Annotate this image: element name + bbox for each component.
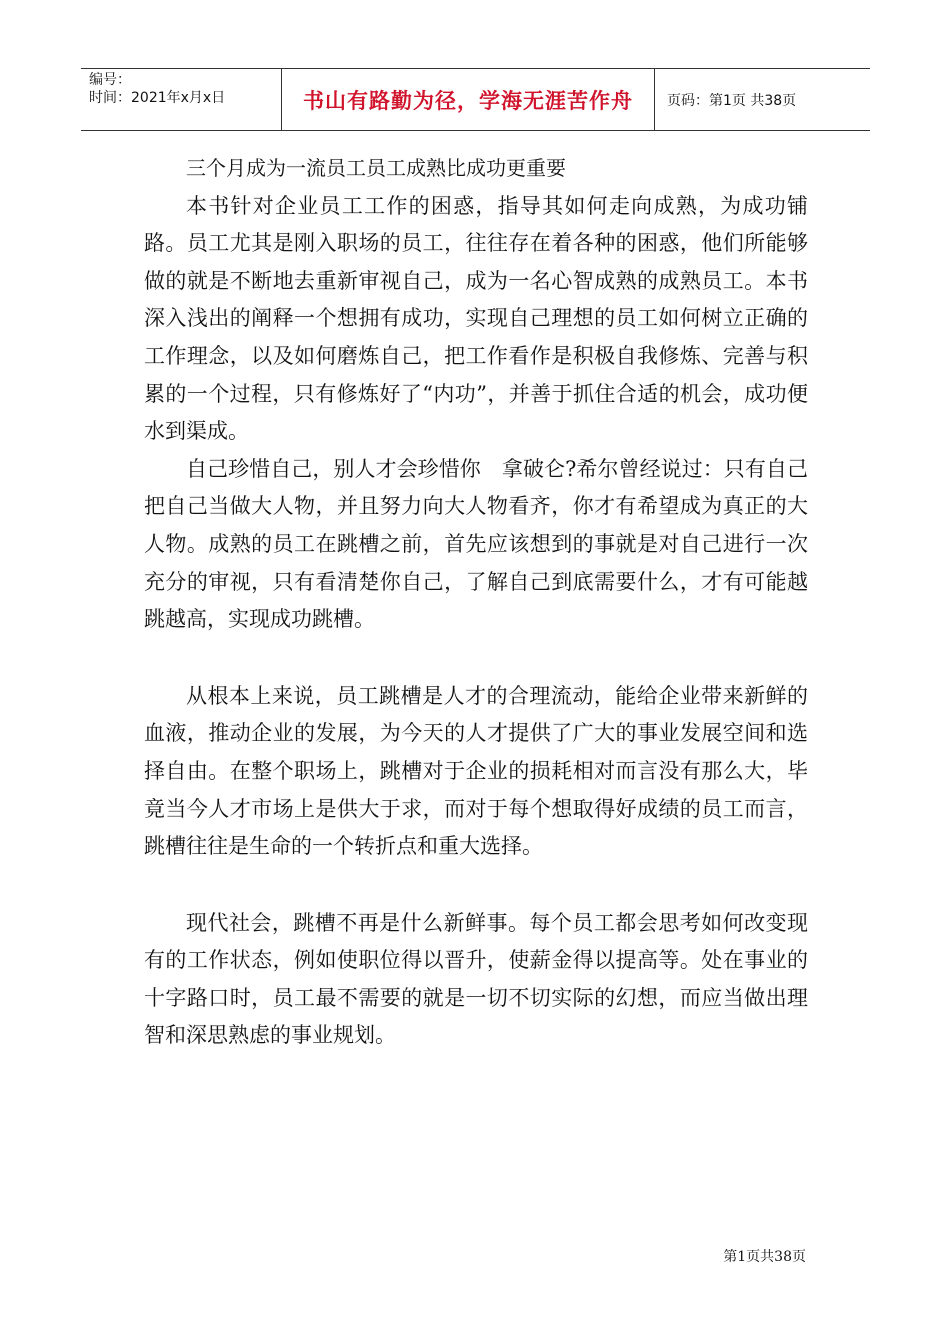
paragraph-1: 本书针对企业员工工作的困惑，指导其如何走向成熟，为成功铺路。员工尤其是刚入职场的员工，往往存在着各种的困惑，他们所能够做的就是不断地去重新审视自己，成为一名心智成熟的成熟员工。本书深入浅出的阐释一个想拥有成功，实现自己理想的员工如何树立正确的工作理念，以及如何磨炼自己，把工作看作是积极自我修炼、完善与积累的一个过程，只有修炼好了“内功”，并善于抓住合适的机会，成功便水到渠成。	[144, 193, 808, 444]
paragraph-2: 自己珍惜自己，别人才会珍惜你 拿破仑?希尔曾经说过：只有自己把自己当做大人物，并且努力向大人物看齐，你才有希望成为真正的大人物。成熟的员工在跳槽之前，首先应该想到的事就是对自己进行一次充分的审视，只有看清楚你自己，了解自己到底需要什么，才有可能越跳越高，实现成功跳槽。	[144, 456, 808, 632]
header-motto-cell	[282, 69, 655, 130]
document-body	[144, 150, 808, 1055]
document-title: 三个月成为一流员工员工成熟比成功更重要	[186, 156, 566, 180]
header-meta-cell	[81, 69, 282, 130]
paragraph-spacer	[144, 639, 808, 678]
paragraph-3: 从根本上来说，员工跳槽是人才的合理流动，能给企业带来新鲜的血液，推动企业的发展，为今天的人才提供了广大的事业发展空间和选择自由。在整个职场上，跳槽对于企业的损耗相对而言没有那么大，毕竟当今人才市场上是供大于求，而对于每个想取得好成绩的员工而言，跳槽往往是生命的一个转折点和重大选择。	[144, 683, 808, 859]
header-page-cell	[655, 69, 870, 130]
header-page-info: 页码：第1页 共38页	[667, 92, 797, 109]
header-motto: 书山有路勤为径，学海无涯苦作舟	[303, 88, 633, 113]
page-footer: 第1页共38页	[723, 1249, 806, 1265]
paragraph-4: 现代社会，跳槽不再是什么新鲜事。每个员工都会思考如何改变现有的工作状态，例如使职位得以晋升，使薪金得以提高等。处在事业的十字路口时，员工最不需要的就是一切不切实际的幻想，而应当做出理智和深思熟虑的事业规划。	[144, 910, 808, 1048]
page-header	[81, 68, 870, 131]
document-date-label: 时间：2021年x月x日	[89, 90, 226, 106]
document-number-label: 编号：	[89, 72, 131, 88]
paragraph-spacer	[144, 866, 808, 905]
